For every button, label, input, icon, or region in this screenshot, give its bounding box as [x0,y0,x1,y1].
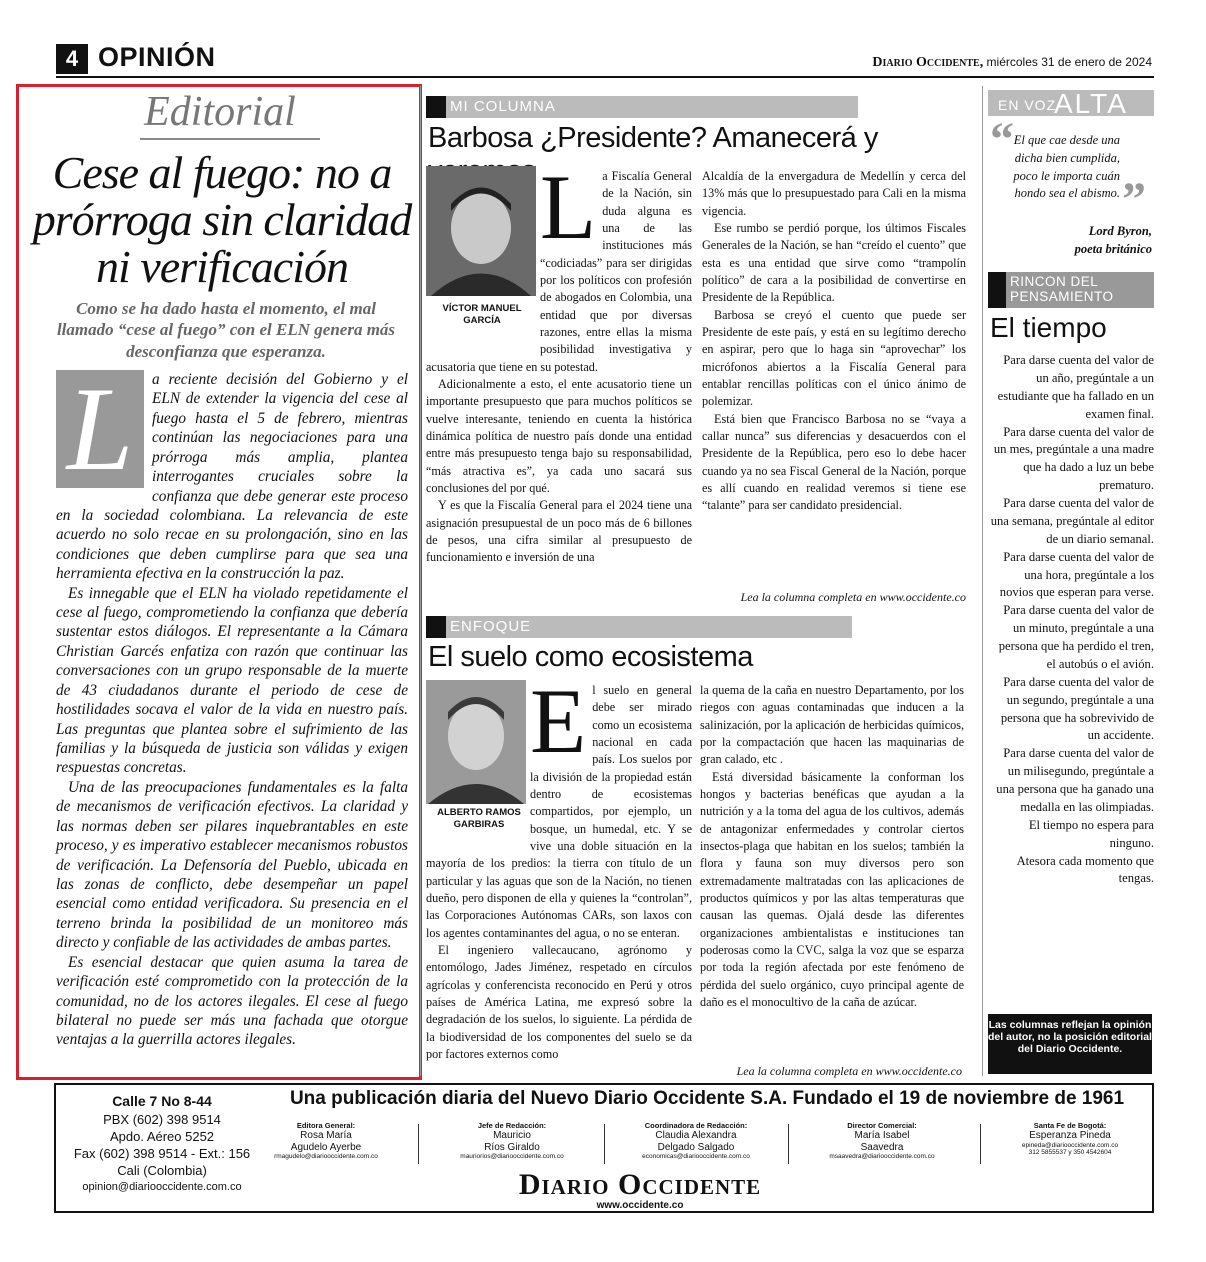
staff-divider [788,1124,789,1164]
tag-square [426,96,446,118]
staff-phone: 312 5855537 y 350 4542604 [1028,1148,1112,1156]
rincon-paragraph: Para darse cuenta del valor de un segundo, pregúntale a una persona que ha sobrevivido de un accidente. [1000,674,1154,743]
staff-role: Coordinadora de Redacción: [644,1121,748,1130]
rincon-paragraph: El tiempo no espera para ninguno. [1028,817,1154,850]
read-more-link[interactable]: Lea la columna completa en www.occidente.co [736,1064,962,1078]
editorial-title: Cese al fuego: no a prórroga sin claridad ni verificación [32,147,412,292]
staff-divider [604,1124,605,1164]
editorial-kicker-rule [140,138,320,140]
read-more-link[interactable]: Lea la columna completa en www.occidente.co [740,590,966,604]
staff-role: Santa Fe de Bogotá: [1033,1121,1107,1130]
section-title: OPINIÓN [98,42,216,72]
staff-entry [614,1122,778,1160]
column-tag-bar [426,96,858,118]
city: Cali (Colombia) [117,1163,207,1179]
staff-entry [990,1122,1150,1156]
footer-address [62,1092,262,1194]
dateline [872,55,1152,71]
staff-email[interactable]: economicas@diariooccidente.com.co [642,1152,750,1160]
alta-label: ALTA [1054,88,1128,119]
pbx-number: PBX (602) 398 9514 [103,1111,221,1127]
column-paragraph: Alcaldía de la envergadura de Medellín y cerca del 13% más que lo presupuestado para Cali en la misma vigencia. [702,169,966,218]
quote-text: El que cae desde una dicha bien cumplida, poco le importa cuán hondo sea el abismo. [1013,133,1120,201]
open-quote-icon: “ [990,113,1014,166]
staff-divider [418,1124,419,1164]
column-paragraph: Está bien que Francisco Barbosa no se “vaya a callar nunca” sus diferencias y desacuerdos con el Presidente de la República, pero eso lo debe hacer cuando ya no sea Fiscal General de la Nación, porque es allí cuando en realidad veremos si tiene ese “talante” para ser candidato presidencial. [702,411,966,513]
po-box: Apdo. Aéreo 5252 [109,1128,215,1144]
column-paragraph: l suelo en general debe ser mirado como un ecosistema nacional en cada país. Los suelos por la división de la propiedad están dentro de ecosistemas compartidos, por ejemplo, un bosque, un humedal, etc. Y se vive una doble situación en la mayoría de los predios: la tierra con título de un particular y las aguas que son de la Nación, no tienen dueño, pero disponen de ella y quienes la “controlan”, las Corporaciones Autónomas CARs, son laxos con los agentes contaminantes del agua, o no se enteran. [426,683,692,940]
column-paragraph: El ingeniero vallecaucano, agrónomo y entomólogo, Jades Jiménez, respetado en círculos agrícolas y conferencista reconocido en Perú y otros países de América Latina, me expresó sobre la degradación de los suelos, lo siguiente. La pérdida de la biodiversidad de los componentes del suelo se da por factores externos como [426,942,692,1061]
header-rule [56,76,1154,78]
column-text-left [426,156,692,567]
staff-name: Claudia Alexandra [655,1130,737,1142]
rincon-tag: RINCON DEL PENSAMIENTO [1010,274,1114,304]
rincon-paragraph: Para darse cuenta del valor de un mes, pregúntale a una madre que ha dado a luz un bebe prematuro. [993,424,1154,493]
column-text-left [426,670,692,1063]
column-paragraph: Y es que la Fiscalía General para el 2024 tiene una asignación presupuestal de un poco más de 6 billones de pesos, una cifra similar al presupuesto de funcionamiento e inversión de una [426,498,692,565]
footer-website[interactable]: www.occidente.co [596,1200,684,1211]
staff-name: Saavedra [860,1141,904,1153]
quote-author: Lord Byron, [1088,224,1152,238]
quote-author-desc: poeta británico [1074,241,1152,256]
staff-name: Esperanza Pineda [1029,1130,1111,1142]
staff-name: Mauricio [493,1130,531,1142]
rincon-paragraph: Atesora cada momento que tengas. [1016,853,1154,886]
staff-email[interactable]: mauriorios@diariooccidente.com.co [460,1152,564,1160]
rincon-paragraph: Para darse cuenta del valor de una semana, pregúntale al editor de un diario semanal. [990,496,1154,546]
author-byline: VÍCTOR MANUEL GARCÍA [442,303,522,326]
editorial-kicker: Editorial [144,89,296,135]
staff-name: María Isabel [854,1130,910,1142]
staff-divider [980,1124,981,1164]
column-paragraph: Adicionalmente a esto, el ente acusatorio tiene un importante presupuesto que para muchos políticos se vuelve interesante, teniendo en cuenta la histórica dinámica política de nuestro país donde una entidad entre más presupuesto tenga bajo su responsabilidad, “más atractiva es”, ya cada uno sacará sus conclusiones del por qué. [426,376,692,495]
staff-email[interactable]: rmagudelo@diariooccidente.com.co [274,1152,378,1160]
rincon-paragraph: Para darse cuenta del valor de un minuto, pregúntale a una persona que ha perdido el tren, el autobús o el avión. [998,603,1154,671]
tag-square [426,616,446,638]
staff-entry [432,1122,592,1160]
staff-name: Delgado Salgado [657,1141,735,1153]
column-tag: ENFOQUE [450,618,532,635]
tag-square [988,272,1006,308]
page-number: 4 [56,44,88,74]
column-rule [982,86,983,1076]
staff-name: Ríos Giraldo [484,1141,540,1153]
photo-spacer [426,168,540,348]
column-paragraph: Barbosa se creyó el cuento que puede ser Presidente de este país, y está en su legítimo derecho en aspirar, pero que lo haga sin “aprovechar” los micrófonos abiertos a la Fiscalía General para entablar rencillas políticas con el único ánimo de polemizar. [702,307,966,409]
disclaimer: Las columnas reflejan la opinión del autor, no la posición editorial del Diario Occidente. [988,1014,1152,1074]
rincon-paragraph: Para darse cuenta del valor de un milisegundo, pregúntale a una persona que ha ganado una medalla en las olimpiadas. [996,746,1154,814]
editorial-paragraph: Una de las preocupaciones fundamentales es la falta de mecanismos de verificación efectivos. La claridad y las normas deben ser pilares inquebrantables en este proceso, y es imperativo establecer mecanismos robustos de verificación. La Defensoría del Pueblo, ubicada en las zonas de conflicto, debe desempeñar un papel esencial como entidad verificadora. Su presencia en el terreno brinda la posibilidad de un monitoreo más directo y confiable de las actividades de ambas partes. [56,778,408,952]
editorial-body [56,362,408,1050]
column-text-right [702,168,966,515]
fax-number: Fax (602) 398 9514 - Ext.: 156 [73,1146,251,1162]
issue-date: miércoles 31 de enero de 2024 [986,55,1152,69]
editorial-paragraph: Es esencial destacar que quien asuma la tarea de verificación esté comprometido con la protección de la comunidad, no de los actores ilegales. El cese al fuego bilateral no puede ser más una fachada que otorgue ventajas a la guerrilla actores ilegales. [56,953,408,1049]
editorial-paragraph: Es innegable que el ELN ha violado repetidamente el cese al fuego, comprometiendo la confianza que debería sustentar estos diálogos. El representante a la Cámara Christian Garcés enfatiza con razón que continuar las conversaciones con un grupo responsable de la muerte de 43 ciudadanos durante el periodo de cese de hostilidades socava el valor de la vida en nuestro país. Las preguntas que plantea sobre el sufrimiento de las familias y la búsqueda de justicia son válidas y exigen respuestas concretas. [56,584,408,777]
column-paragraph: Ese rumbo se perdió porque, los últimos Fiscales Generales de la Nación, se han “creído el cuento” que esta es una entidad que sirve como “trampolín político” de cara a la posibilidad de convertirse en Presidente de la República. [702,220,966,305]
staff-entry [262,1122,390,1160]
column-headline: El suelo como ecosistema [428,641,753,673]
footer-email[interactable]: opinion@diariooccidente.com.co [82,1180,242,1193]
photo-spacer [426,682,530,854]
staff-email[interactable]: epineda@diariooccidente.com.co [1021,1141,1119,1149]
column-drop-cap: L [540,156,597,258]
author-byline: ALBERTO RAMOS GARBIRAS [437,807,521,830]
close-quote-icon: ” [1122,173,1146,226]
editorial-lead: Como se ha dado hasta el momento, el mal llamado “cese al fuego” con el ELN genera más desconfianza que esperanza. [56,299,396,361]
column-text-right [700,682,964,1011]
staff-role: Editora General: [296,1121,356,1130]
staff-name: Rosa María [300,1130,352,1142]
rincon-body [990,352,1154,888]
rincon-paragraph: Para darse cuenta del valor de un año, pregúntale a un estudiante que ha fallado en un examen final. [997,353,1154,421]
en-voz-label: EN VOZ [998,97,1057,113]
column-rule [420,86,421,1076]
column-headline: Barbosa ¿Presidente? Amanecerá y [428,122,878,154]
staff-role: Jefe de Redacción: [477,1121,547,1130]
editorial-paragraph: a reciente decisión del Gobierno y el ELN de extender la vigencia del cese al fuego hasta el 5 de febrero, mientras continúan las negociaciones para una prórroga más amplia, plantea interrogantes cruciales sobre la confianza que debe generar este proceso en la sociedad colombiana. La relevancia de este acuerdo no solo recae en su prolongación, sino en las condiciones que deben cumplirse para que sea una herramienta efectiva en la construcción la paz. [56,371,408,583]
column-paragraph: a Fiscalía General de la Nación, sin duda alguna es una de las instituciones más “codiciadas” para ser dirigidas por los políticos con profesión de abogados en Colombia, una entidad que por diversas razones, entre ellas la misma posibilidad investigativa y acusatoria que tiene en su potestad. [426,169,692,374]
column-tag-bar [426,616,852,638]
footer-brand-logo: Diario Occidente [518,1168,762,1201]
editorial-drop-cap: L [56,370,144,488]
staff-name: Agudelo Ayerbe [290,1141,362,1153]
street-address: Calle 7 No 8-44 [112,1093,212,1109]
column-drop-cap: E [530,670,587,772]
staff-entry [800,1122,964,1160]
newspaper-name: Diario Occidente, [872,55,984,70]
footer-slogan: Una publicación diaria del Nuevo Diario Occidente S.A. Fundado el 19 de noviembre de 1961 [289,1088,1125,1109]
rincon-paragraph: Para darse cuenta del valor de una hora, pregúntale a los novios que esperan para verse. [999,549,1154,600]
column-tag: MI COLUMNA [450,98,556,115]
staff-email[interactable]: msaavedra@diariooccidente.com.co [829,1152,935,1160]
rincon-header [988,272,1154,308]
column-paragraph: Está diversidad básicamente la conforman los hongos y bacterias benéficas que ayudan a la nutrición y a la toma del agua de los cultivos, además de antagonizar enfermedades y controlar ciertos insectos-plaga que habitan en los suelos; también la flora y fauna son muy diversos pero son extremadamente maltratadas con las aplicaciones de productos químicos y por las altas temperaturas que causan las quemas. Ojalá desde las diferentes organizaciones ambientalistas e instituciones tan poderosas como la CVC, salga la voz que se esparza por toda la región afectada por este fenómeno de pérdida del suelo orgánico, cuyo principal agente de daño es el monocultivo de la caña de azúcar. [700,769,964,1009]
staff-role: Director Comercial: [847,1121,917,1130]
rincon-title: El tiempo [990,312,1107,343]
column-paragraph: la quema de la caña en nuestro Departamento, por los riegos con aguas contaminadas que inducen a la salinización, por la aplicación de herbicidas químicos, por la compactación que hacen las maquinarias de gran calado, etc . [700,683,964,767]
